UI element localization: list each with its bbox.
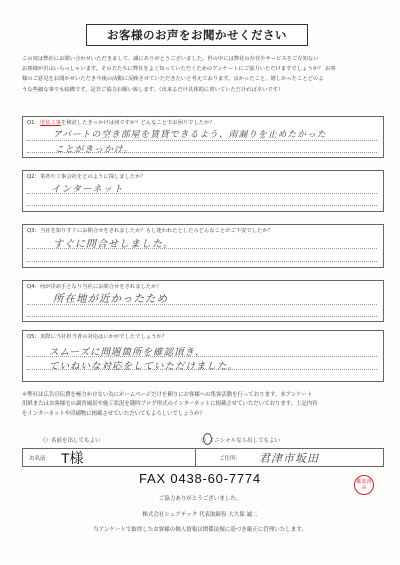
question-1-answer-line: アパートの空き部屋を賃貸できるよう、雨漏りを止めたかった [53, 130, 327, 140]
question-5-box [22, 330, 384, 382]
question-1-label: Q1：塗装工事を検討したきっかけは何ですか？どんなことでお困りでしたか？ [27, 120, 215, 126]
company-signature: 株式会社シェアテック 代表取締役 大久保 誠二 [142, 512, 258, 518]
question-2-label: Q2：業者や工事会社をどのように探しましたか？ [27, 174, 146, 180]
notice-line: ＊弊社は広告宣伝費を極力かけない為にホームページだけを頼りにお客様への集客活動を行っております。本アンケート [22, 392, 313, 398]
question-1-answer-line: ことがきっかけ。 [55, 145, 134, 155]
signature-box [22, 448, 384, 467]
question-4-box [22, 280, 384, 322]
customer-address: 君津市坂田 [259, 452, 319, 465]
choice-name-ok[interactable]: （）名前を出してもよい [40, 438, 101, 444]
fax-number: FAX 0438-60-7774 [139, 471, 261, 486]
intro-text [22, 54, 384, 95]
question-3-answer-line: すぐに問合せしました。 [53, 239, 174, 250]
question-4-label: Q4：何が決め手となり当社にお問合せをされましたか？ [27, 284, 162, 290]
intro-line: うな些細な事でも結構です。是非ご協力お願い致します。（出来るだけ具体的に書いていただければ幸いです） [22, 86, 284, 93]
choice-initial-ok[interactable]: （）イニシャルなら出してもよい [198, 438, 281, 444]
thanks-text: ご協力ありがとうございました。 [158, 496, 242, 502]
notice-line: をインターネットや印刷物に掲載させていただいてもよろしいでしょうか？ [22, 410, 205, 417]
question-3-label: Q3：当社を知りすぐにお問合せをされましたか？もし迷われたとしたらどんなことがご不安でしたか？ [27, 228, 273, 234]
highlight-text: 塗装工事 [39, 120, 62, 126]
confirmation-stamp: 確認済み [354, 475, 374, 495]
question-5-answer-line: スムーズに問題箇所を確認頂き、 [49, 347, 206, 358]
signature-divider [195, 449, 196, 466]
question-3-box [22, 224, 384, 268]
question-5-label: Q5：実際に当社担当者の対応はいかがでしたでしょうか？ [27, 334, 167, 340]
question-1-box [22, 116, 384, 158]
answer-rule [27, 205, 377, 206]
answer-rule [27, 140, 377, 141]
answer-rule [27, 316, 377, 317]
intro-line: お客様が沢山いらっしゃいます。その方たちに弊社をよく知っていただくためのアンケートにご協力いただけますでしょうか？ お客 [22, 66, 336, 73]
notice-line: 用紙またはお客様宅の調査風景や施工状況を随時ブログ形式のインターネットに掲載させていただいております。上記内容 [22, 401, 318, 408]
question-5-answer-line: ていねいな対応をしていただけました。 [49, 361, 239, 372]
choice-circle-mark [203, 433, 212, 445]
name-label: お名前： [29, 456, 52, 462]
question-4-answer-line: 所在地が近かったため [53, 293, 168, 305]
page-title: お客様のお声をお聞かせください [86, 24, 308, 46]
address-label: ご住所： [219, 456, 242, 462]
answer-rule [27, 261, 377, 262]
customer-name: T様 [61, 450, 84, 466]
question-2-answer-line: インターネット [51, 184, 124, 195]
question-2-box [22, 170, 384, 212]
intro-line: この度は弊社にお問い合わせいただきまして、誠にありがとうございました。世の中には弊社の存在やサービスをご存知ない [22, 56, 319, 62]
publish-notice [22, 391, 384, 419]
intro-line: 様のご意見をお聞かせいただき今後の活動に反映させていただきたいと考えております。良かったこと、嬉しかったことどのよ [22, 76, 324, 83]
privacy-notice: 当アンケートで取得したお客様の個人情報は関係法規に基づき厳正に管理いたします。 [93, 527, 307, 533]
